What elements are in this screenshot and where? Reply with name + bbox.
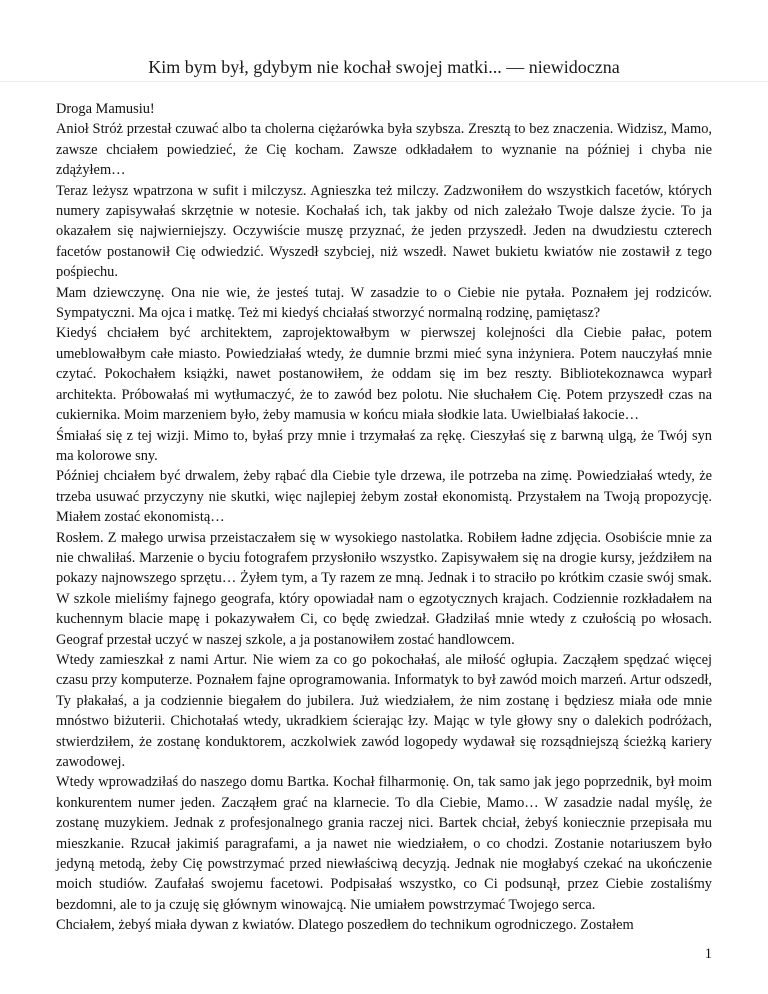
page-header bbox=[0, 0, 768, 82]
page-title: Kim bym był, gdybym nie kochał swojej matki... — niewidoczna bbox=[148, 57, 620, 77]
document-body bbox=[56, 99, 712, 936]
paragraph: Śmiałaś się z tej wizji. Mimo to, byłaś przy mnie i trzymałaś za rękę. Cieszyłaś się z barwną ulgą, że Twój syn ma kolorowe sny. bbox=[56, 427, 712, 464]
paragraph: Mam dziewczynę. Ona nie wie, że jesteś tutaj. W zasadzie to o Ciebie nie pytała. Poznałem jej rodziców. Sympatyczni. Ma ojca i matkę. Też mi kiedyś chciałaś stworzyć normalną rodzinę, pamiętasz? bbox=[56, 284, 712, 322]
paragraph: Kiedyś chciałem być architektem, zaprojektowałbym w pierwszej kolejności dla Ciebie pałac, potem umeblowałbym całe miasto. Powiedziałaś wtedy, że dumnie brzmi mieć syna inżyniera. Potem nauczyłaś mnie czytać. Pokochałem książki, nawet postanowiłem, że oddam się im bez reszty. Bibliotekoznawca wyparł architekta. Próbowałaś mi wytłumaczyć, że to zawód bez polotu. Nie słuchałem Cię. Potem przyszedł czas na cukiernika. Moim marzeniem było, żeby mamusia w końcu miała słodkie lata. Uwielbiałaś łakocie… bbox=[56, 325, 712, 424]
page-number: 1 bbox=[704, 946, 712, 962]
paragraph: Wtedy wprowadziłaś do naszego domu Bartka. Kochał filharmonię. On, tak samo jak jego poprzednik, był moim konkurentem numer jeden. Zacząłem grać na klarnecie. To dla Ciebie, Mamo… W zasadzie nadal myślę, że zostanę muzykiem. Jednak z profesjonalnego grania raczej nici. Bartek chciał, żebyś koniecznie przepisała mu mieszkanie. Rzucał jakimiś paragrafami, a ja nawet nie wiedziałem, o co chodzi. Zostanie notariuszem było jedyną metodą, żeby Cię powstrzymać przed niewłaściwą decyzją. Jednak nie mogłabyś czekać na ukończenie moich studiów. Zaufałaś swojemu facetowi. Podpisałaś wszystko, co Ci podsunął, przez Ciebie zostaliśmy bezdomni, ale to ja czuję się głównym winowajcą. Nie umiałem powstrzymać Twojego serca. bbox=[56, 774, 712, 913]
paragraph: Rosłem. Z małego urwisa przeistaczałem się w wysokiego nastolatka. Robiłem ładne zdjęcia. Osobiście mnie za nie chwaliłaś. Marzenie o byciu fotografem przysłoniło wszystko. Zapisywałem się na drogie kursy, jeździłem na pokazy najnowszego sprzętu… Żyłem tym, a Ty razem ze mną. Jednak i to straciło po krótkim czasie swój smak. W szkole mieliśmy fajnego geografa, który opowiadał nam o egzotycznych krajach. Codziennie rozkładałem na kuchennym blacie mapę i pokazywałem Ci, co będę zwiedzał. Gładziłaś mnie wtedy z czułością po włosach. Geograf przestał uczyć w naszej szkole, a ja postanowiłem zostać handlowcem. bbox=[56, 529, 712, 648]
paragraph: Chciałem, żebyś miała dywan z kwiatów. Dlatego poszedłem do technikum ogrodniczego. Zostałem bbox=[56, 917, 634, 934]
paragraph: Teraz leżysz wpatrzona w sufit i milczysz. Agnieszka też milczy. Zadzwoniłem do wszystkich facetów, których numery zapisywałaś skrzętnie w notesie. Kochałaś ich, tak jakby od nich zależało Twoje dalsze życie. To ja okazałem się najwierniejszy. Oczywiście muszę przyznać, że jeden przyszedł. Jeden na dwudziestu czterech facetów postanowił Cię odwiedzić. Wyszedł szybciej, niż wszedł. Nawet bukietu kwiatów nie zostawił z tego pośpiechu. bbox=[56, 182, 712, 281]
paragraph: Droga Mamusiu! bbox=[56, 101, 155, 117]
paragraph: Wtedy zamieszkał z nami Artur. Nie wiem za co go pokochałaś, ale miłość ogłupia. Zacząłem spędzać więcej czasu przy komputerze. Poznałem fajne oprogramowania. Informatyk to był zawód moich marzeń. Artur odszedł, Ty płakałaś, a ja codziennie biegałem do jubilera. Już wiedziałem, że nim zostanę i będziesz miała ode mnie mnóstwo biżuterii. Chichotałaś wtedy, ukradkiem ścierając łzy. Mając w tyle głowy sny o dalekich podróżach, stwierdziłem, że zostanę konduktorem, aczkolwiek zawód logopedy wydawał się rozsądniejszą ścieżką kariery zawodowej. bbox=[56, 651, 712, 770]
paragraph: Później chciałem być drwalem, żeby rąbać dla Ciebie tyle drzewa, ile potrzeba na zimę. Powiedziałaś wtedy, że trzeba usuwać przyczyny nie skutki, więc najlepiej żebym został ekonomistą. Przystałem na Twoją propozycję. Miałem zostać ekonomistą… bbox=[56, 468, 712, 526]
paragraph: Anioł Stróż przestał czuwać albo ta cholerna ciężarówka była szybsza. Zresztą to bez znaczenia. Widzisz, Mamo, zawsze chciałem powiedzieć, że Cię kocham. Zawsze odkładałem to wyznanie na później i chyba nie zdążyłem… bbox=[56, 121, 712, 179]
